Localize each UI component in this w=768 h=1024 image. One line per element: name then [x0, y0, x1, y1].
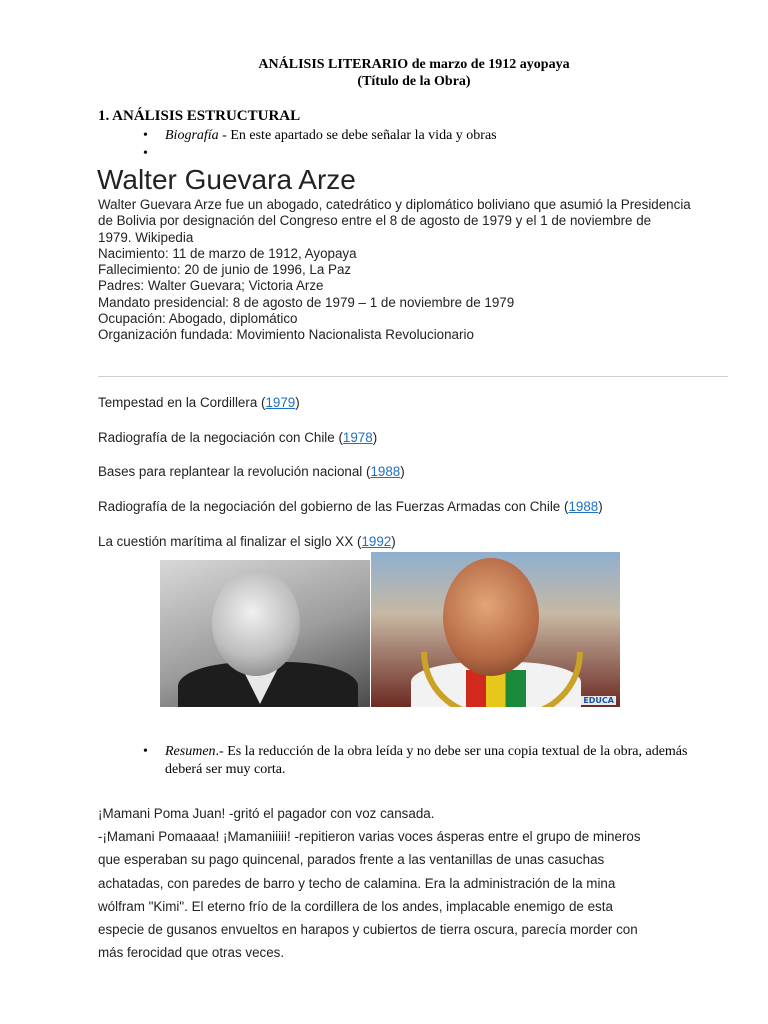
work-title: Radiografía de la negociación del gobierno de las Fuerzas Armadas con Chile ( [98, 499, 569, 514]
resumen-body-2: deberá ser muy corta. [165, 762, 286, 777]
work-item [98, 430, 377, 445]
work-close: ) [400, 464, 405, 479]
bullet-biografia [143, 127, 497, 145]
biografia-label: Biografía [165, 128, 219, 143]
work-title: Bases para replantear la revolución nacional ( [98, 464, 371, 479]
bio-line: Mandato presidencial: 8 de agosto de 1979 – 1 de noviembre de 1979 [98, 294, 515, 310]
story-line: achatadas, con paredes de barro y techo de calamina. Era la administración de la mina [98, 875, 616, 891]
bullet-list [143, 127, 497, 163]
work-title: Radiografía de la negociación con Chile ( [98, 430, 343, 445]
portrait-photos [160, 552, 620, 707]
work-year-link[interactable]: 1992 [361, 534, 392, 549]
resumen-label: Resumen [165, 744, 216, 759]
work-year-link[interactable]: 1978 [342, 430, 373, 445]
work-year-link[interactable]: 1988 [568, 499, 599, 514]
work-close: ) [391, 534, 396, 549]
portrait-color-photo [371, 552, 620, 707]
portrait-bw-photo [160, 560, 370, 707]
work-title: Tempestad en la Cordillera ( [98, 395, 266, 410]
resumen-body: .- Es la reducción de la obra leída y no debe ser una copia textual de la obra, además [215, 744, 688, 759]
story-line: wólfram "Kimi". El eterno frío de la cordillera de los andes, implacable enemigo de esta [98, 898, 613, 914]
resumen-bullet [143, 743, 743, 779]
bullet-empty [143, 145, 497, 163]
bio-line: Organización fundada: Movimiento Nacionalista Revolucionario [98, 327, 474, 343]
story-line: ¡Mamani Poma Juan! -gritó el pagador con voz cansada. [98, 806, 435, 821]
document-header [0, 56, 768, 90]
photo-watermark: EDUCA [583, 696, 614, 705]
bio-name: Walter Guevara Arze [97, 164, 356, 195]
bio-line: Walter Guevara Arze fue un abogado, catedrático y diplomático boliviano que asumió la Presidencia [98, 197, 691, 212]
section-heading: 1. ANÁLISIS ESTRUCTURAL [98, 108, 301, 124]
story-line: que esperaban su pago quincenal, parados frente a las ventanillas de unas casuchas [98, 852, 605, 868]
bullet-icon: • [143, 744, 148, 759]
divider [98, 376, 728, 377]
bio-line: Ocupación: Abogado, diplomático [98, 311, 298, 327]
story-line: -¡Mamani Pomaaaa! ¡Mamaniiiii! -repitieron varias voces ásperas entre el grupo de mineros [98, 829, 641, 845]
work-item [98, 499, 603, 514]
story-excerpt [98, 802, 738, 964]
work-close: ) [295, 395, 300, 410]
biografia-text: - En este apartado se debe señalar la vida y obras [218, 128, 497, 143]
document-subtitle: (Título de la Obra) [357, 74, 471, 89]
resumen-text [165, 743, 743, 779]
work-close: ) [372, 430, 378, 445]
bio-line: 1979. Wikipedia [98, 229, 194, 245]
bio-line: Padres: Walter Guevara; Victoria Arze [98, 278, 324, 294]
work-title: La cuestión marítima al finalizar el siglo XX ( [98, 534, 362, 549]
work-year-link[interactable]: 1979 [265, 395, 296, 410]
document-title: ANÁLISIS LITERARIO de marzo de 1912 ayopaya [258, 57, 570, 72]
photo-face [443, 558, 539, 676]
work-item [98, 464, 405, 479]
photo-face [212, 570, 300, 676]
bio-line: Nacimiento: 11 de marzo de 1912, Ayopaya [98, 245, 357, 261]
work-item [98, 534, 396, 549]
bio-line: Fallecimiento: 20 de junio de 1996, La Paz [98, 262, 352, 278]
bio-line: de Bolivia por designación del Congreso entre el 8 de agosto de 1979 y el 1 de noviembre de [98, 213, 652, 229]
work-close: ) [598, 499, 603, 514]
work-item [98, 395, 300, 410]
work-year-link[interactable]: 1988 [370, 464, 401, 479]
bio-block [98, 197, 728, 344]
story-line: especie de gusanos envueltos en harapos y cubiertos de tierra oscura, parecía morder con [98, 922, 638, 938]
story-line: más ferocidad que otras veces. [98, 945, 285, 961]
